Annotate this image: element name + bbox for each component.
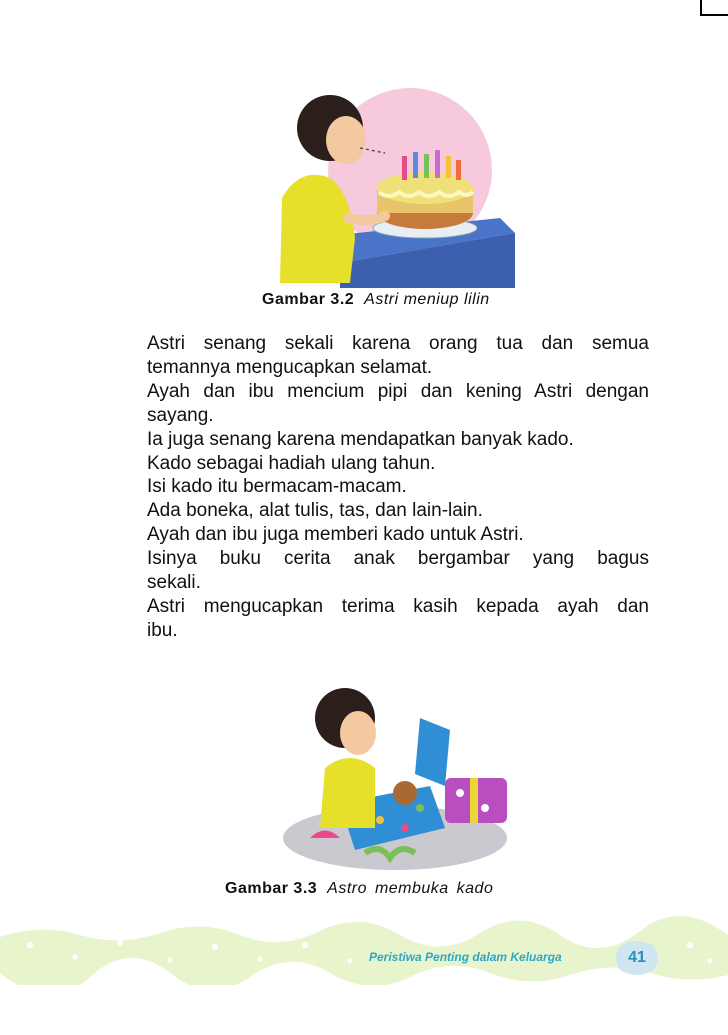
- figure-label: Gambar 3.3: [225, 880, 318, 897]
- girl-blowing-candles-illustration: [260, 88, 550, 288]
- text-line: sekali.: [147, 572, 201, 594]
- text-line: Astri senang sekali karena orang tua dan semua: [147, 333, 649, 354]
- footer-section-title: Peristiwa Penting dalam Keluarga: [369, 950, 562, 964]
- text-line: Kado sebagai hadiah ulang tahun.: [147, 452, 436, 474]
- text-line: Ayah dan ibu mencium pipi dan kening Astri dengan: [147, 380, 649, 402]
- crop-mark-top-right: [700, 0, 702, 14]
- story-body-text: [147, 332, 649, 643]
- text-line: temannya mengucapkan selamat.: [147, 356, 433, 378]
- page-number: 41: [628, 949, 646, 966]
- figure-label: Gambar 3.2: [262, 291, 355, 308]
- text-line: Isinya buku cerita anak bergambar yang bagus: [147, 548, 649, 570]
- crop-mark-top-right-h: [700, 14, 728, 16]
- text-line: sayang.: [147, 404, 214, 426]
- figure-caption-3-2: [262, 291, 490, 309]
- figure-caption-3-3: [225, 880, 493, 898]
- figure-caption-text: Astro membuka kado: [327, 880, 494, 897]
- girl-opening-gift-illustration: [280, 678, 520, 878]
- text-line: Isi kado itu bermacam-macam.: [147, 476, 407, 498]
- figure-caption-text: Astri meniup lilin: [364, 291, 490, 308]
- text-line: Ia juga senang karena mendapatkan banyak kado.: [147, 428, 574, 450]
- text-line: ibu.: [147, 619, 178, 641]
- text-line: Ayah dan ibu juga memberi kado untuk Astri.: [147, 524, 524, 546]
- text-line: Astri mengucapkan terima kasih kepada ayah dan: [147, 595, 649, 617]
- text-line: Ada boneka, alat tulis, tas, dan lain-lain.: [147, 500, 483, 522]
